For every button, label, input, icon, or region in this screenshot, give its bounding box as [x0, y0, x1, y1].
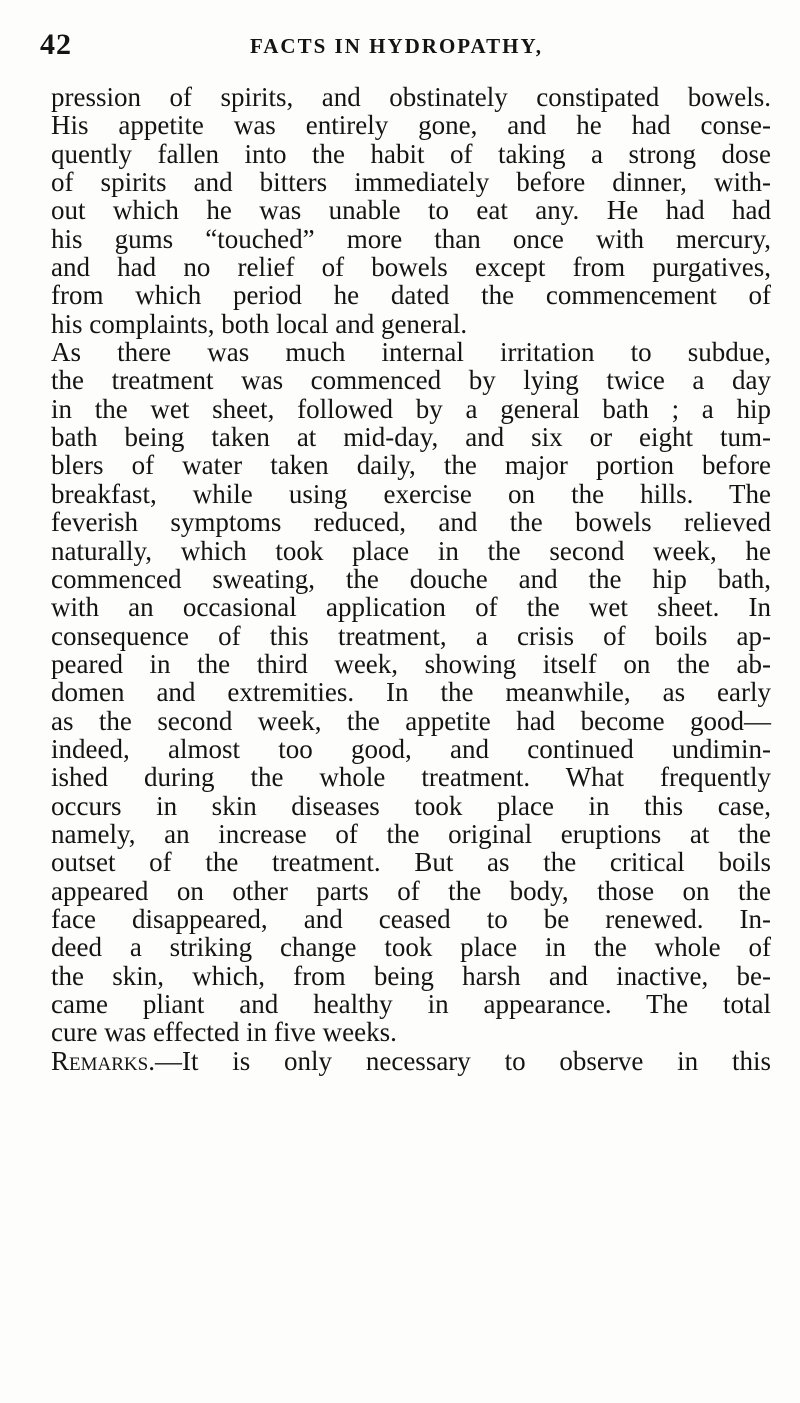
text-line: appeared on other parts of the body, those on the: [51, 875, 771, 906]
text-line: face disappeared, and ceased to be renewed. In-: [51, 903, 771, 934]
text-line: the treatment was commenced by lying twice a day: [51, 365, 771, 396]
text-line: his complaints, both local and general.: [51, 308, 468, 339]
text-line: outset of the treatment. But as the critical boils: [51, 847, 771, 878]
text-line: and had no relief of bowels except from purgatives,: [51, 252, 771, 283]
text-line: the skin, which, from being harsh and inactive, be-: [51, 960, 771, 991]
text-line: indeed, almost too good, and continued undimin-: [51, 733, 771, 764]
text-line: His appetite was entirely gone, and he had conse-: [51, 110, 771, 141]
text-line: deed a striking change took place in the whole of: [51, 932, 771, 963]
remarks-label: Remarks.: [51, 1045, 155, 1076]
text-line: in the wet sheet, followed by a general bath ; a hip: [51, 393, 771, 424]
running-title: FACTS IN HYDROPATHY,: [250, 34, 543, 58]
text-line: consequence of this treatment, a crisis of boils ap-: [51, 620, 771, 651]
text-line: blers of water taken daily, the major portion before: [51, 450, 771, 481]
text-line: As there was much internal irritation to subdue,: [51, 337, 771, 368]
text-line: peared in the third week, showing itself on the ab-: [51, 648, 771, 679]
text-line: his gums “touched” more than once with mercury,: [51, 223, 771, 254]
text-line: namely, an increase of the original eruptions at the: [51, 818, 771, 849]
text-line: ished during the whole treatment. What frequently: [51, 762, 771, 793]
text-line: quently fallen into the habit of taking a strong dose: [51, 138, 771, 169]
text-line: of spirits and bitters immediately before dinner, with-: [51, 167, 771, 198]
remarks-line: [51, 1047, 771, 1075]
text-line: as the second week, the appetite had become good—: [51, 705, 771, 736]
page-number: 42: [40, 28, 72, 61]
text-line: feverish symptoms reduced, and the bowels relieved: [51, 507, 771, 538]
text-line: out which he was unable to eat any. He had had: [51, 195, 771, 226]
text-line: pression of spirits, and obstinately constipated bowels.: [51, 82, 771, 112]
text-line: from which period he dated the commencement of: [51, 280, 771, 311]
body-text: [51, 83, 771, 1075]
text-line: with an occasional application of the wet sheet. In: [51, 592, 771, 623]
remarks-text: —It is only necessary to observe in this: [154, 1045, 771, 1076]
text-line: came pliant and healthy in appearance. The total: [51, 989, 771, 1019]
text-line: domen and extremities. In the meanwhile, as early: [51, 677, 771, 708]
text-line: commenced sweating, the douche and the hip bath,: [51, 563, 771, 594]
text-line: occurs in skin diseases took place in this case,: [51, 790, 771, 821]
text-line: breakfast, while using exercise on the hills. The: [51, 478, 771, 509]
text-line: naturally, which took place in the second week, he: [51, 535, 771, 566]
running-head: [40, 28, 770, 68]
text-line: bath being taken at mid-day, and six or eight tum-: [51, 422, 771, 453]
text-line: cure was effected in five weeks.: [51, 1017, 397, 1048]
